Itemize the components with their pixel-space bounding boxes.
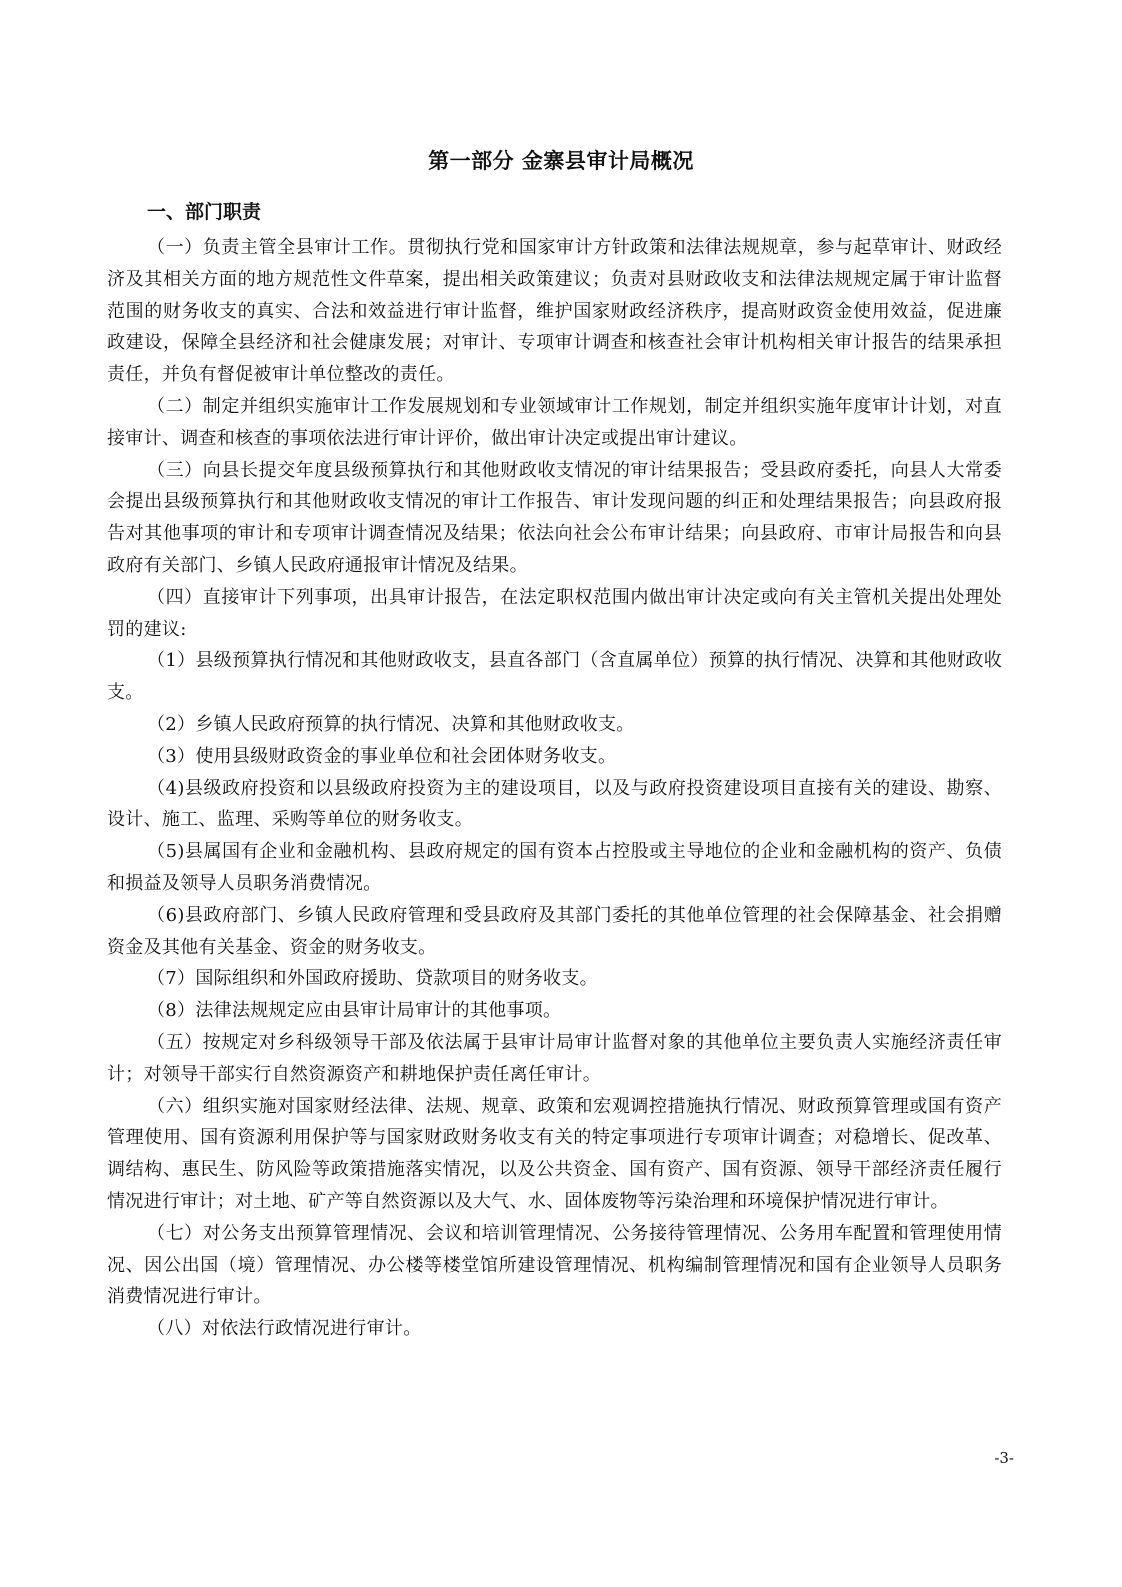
paragraph-4-item-8: （8）法律法规规定应由县审计局审计的其他事项。 (147, 1000, 562, 1022)
paragraph-7: （七）对公务支出预算管理情况、会议和培训管理情况、公务接待管理情况、公务用车配置和管理使用情况、因公出国（境）管理情况、办公楼等楼堂馆所建设管理情况、机构编制管理情况和国有企业领导人员职务消费情况进行审计。 (107, 1222, 1002, 1308)
page-title: 第一部分 金寨县审计局概况 (428, 149, 694, 173)
section-heading: 一、部门职责 (147, 201, 262, 223)
paragraph-6: （六）组织实施对国家财经法律、法规、规章、政策和宏观调控措施执行情况、财政预算管理或国有资产管理使用、国有资源利用保护等与国家财政财务收支有关的特定事项进行专项审计调查；对稳增长、促改革、调结构、惠民生、防风险等政策措施落实情况，以及公共资金、国有资产、国有资源、领导干部经济责任履行情况进行审计；对土地、矿产等自然资源以及大气、水、固体废物等污染治理和环境保护情况进行审计。 (107, 1095, 1002, 1212)
paragraph-4-item-6: （6)县政府部门、乡镇人民政府管理和受县政府及其部门委托的其他单位管理的社会保障基金、社会捐赠资金及其他有关基金、资金的财务收支。 (107, 904, 1002, 958)
paragraph-4-item-2: （2）乡镇人民政府预算的执行情况、决算和其他财政收支。 (147, 713, 635, 735)
paragraph-4: （四）直接审计下列事项，出具审计报告，在法定职权范围内做出审计决定或向有关主管机关提出处理处罚的建议: (107, 586, 1002, 640)
paragraph-4-item-4: （4)县级政府投资和以县级政府投资为主的建设项目，以及与政府投资建设项目直接有关的建设、勘察、设计、施工、监理、采购等单位的财务收支。 (107, 777, 1002, 831)
paragraph-4-item-7: （7）国际组织和外国政府援助、贷款项目的财务收支。 (147, 968, 598, 990)
paragraph-5: （五）按规定对乡科级领导干部及依法属于县审计局审计监督对象的其他单位主要负责人实施经济责任审计；对领导干部实行自然资源资产和耕地保护责任离任审计。 (107, 1031, 1002, 1085)
page-number: -3- (994, 1449, 1014, 1467)
paragraph-3: （三）向县长提交年度县级预算执行和其他财政收支情况的审计结果报告；受县政府委托，向县人大常委会提出县级预算执行和其他财政收支情况的审计工作报告、审计发现问题的纠正和处理结果报告；向县政府报告对其他事项的审计和专项审计调查情况及结果；依法向社会公布审计结果；向县政府、市审计局报告和向县政府有关部门、乡镇人民政府通报审计情况及结果。 (107, 459, 1002, 576)
paragraph-4-item-3: （3）使用县级财政资金的事业单位和社会团体财务收支。 (147, 745, 617, 767)
paragraph-8: （八）对依法行政情况进行审计。 (147, 1318, 422, 1340)
body-text (107, 232, 1002, 1345)
paragraph-4-item-1: （1）县级预算执行情况和其他财政收支，县直各部门（含直属单位）预算的执行情况、决算和其他财政收支。 (107, 650, 1002, 704)
paragraph-2: （二）制定并组织实施审计工作发展规划和专业领域审计工作规划，制定并组织实施年度审计计划，对直接审计、调查和核查的事项依法进行审计评价，做出审计决定或提出审计建议。 (107, 395, 1002, 449)
paragraph-4-item-5: （5)县属国有企业和金融机构、县政府规定的国有资本占控股或主导地位的企业和金融机构的资产、负债和损益及领导人员职务消费情况。 (107, 841, 1002, 894)
paragraph-1: （一）负责主管全县审计工作。贯彻执行党和国家审计方针政策和法律法规规章，参与起草审计、财政经济及其相关方面的地方规范性文件草案，提出相关政策建议；负责对县财政收支和法律法规规定属于审计监督范围的财务收支的真实、合法和效益进行审计监督，维护国家财政经济秩序，提高财政资金使用效益，促进廉政建设，保障全县经济和社会健康发展；对审计、专项审计调查和核查社会审计机构相关审计报告的结果承担责任，并负有督促被审计单位整改的责任。 (107, 237, 1002, 386)
